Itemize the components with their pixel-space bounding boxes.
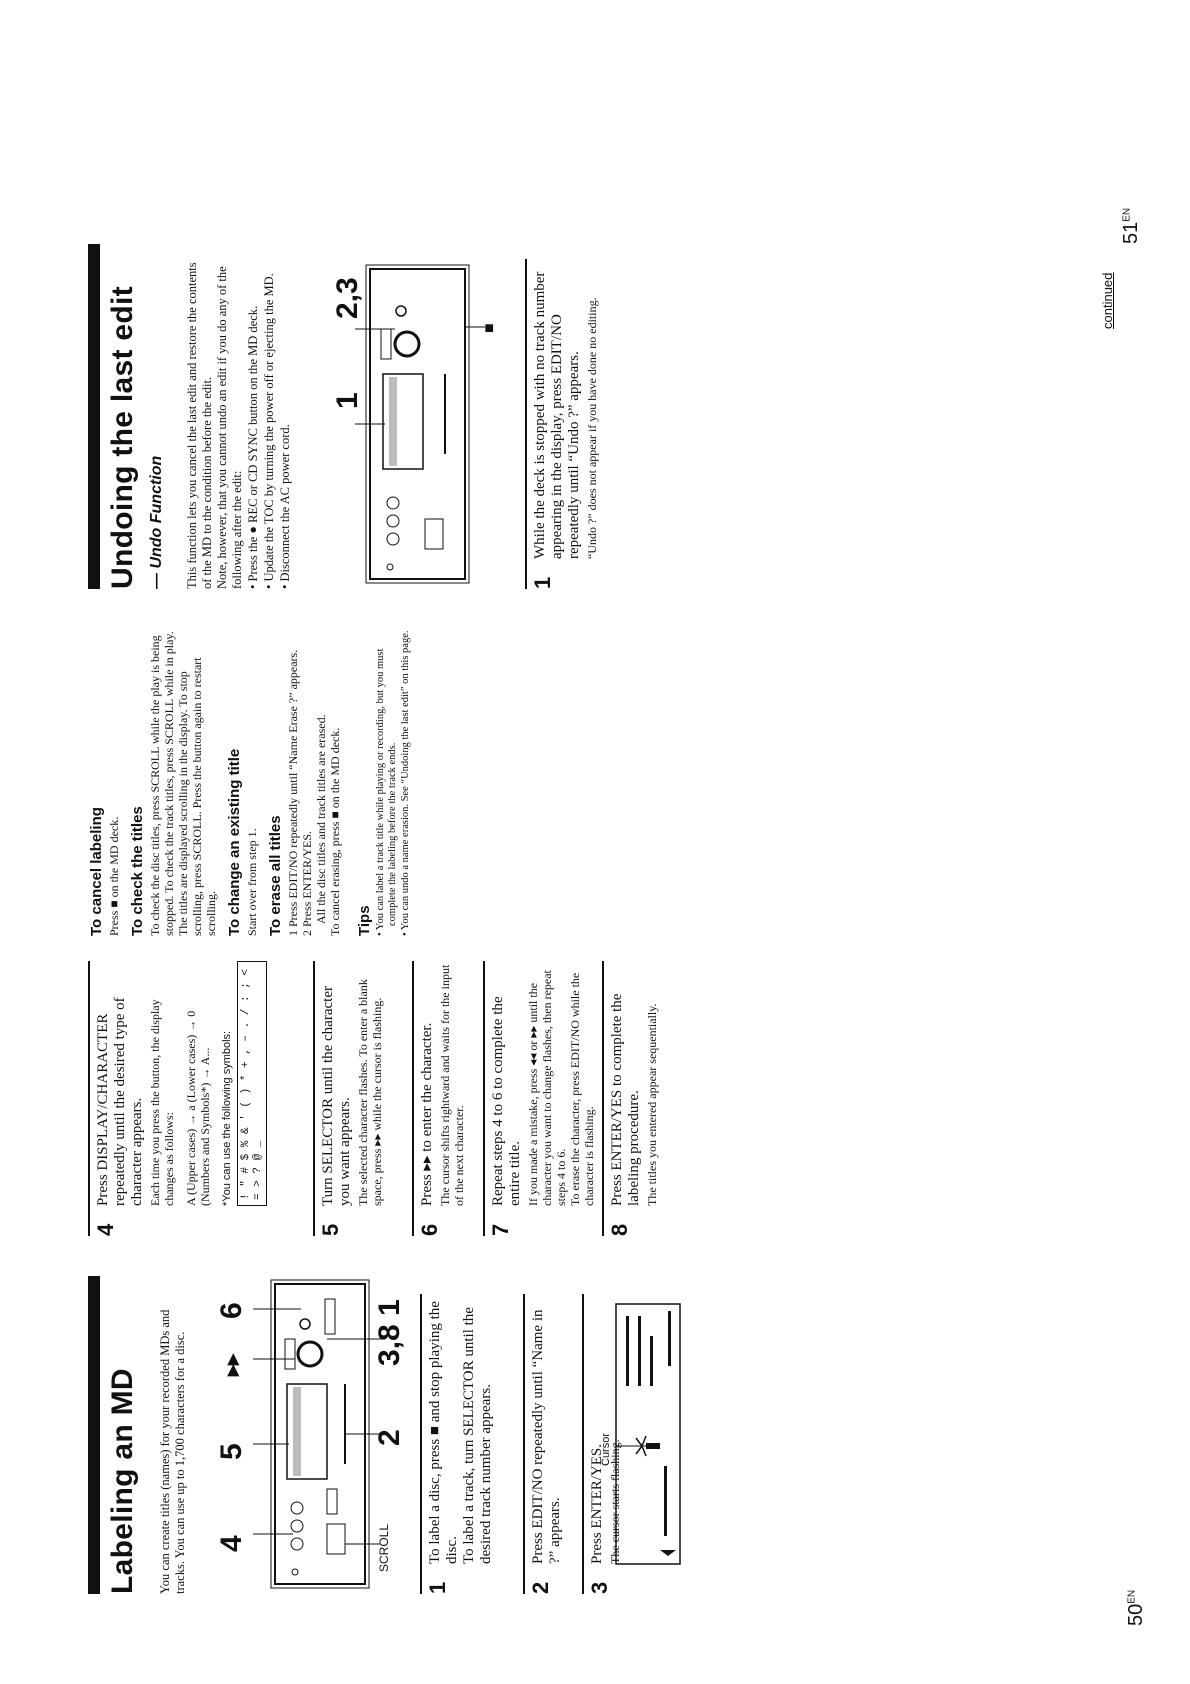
step-note: The cursor shifts rightward and waits for the input of the next character.	[438, 964, 466, 1206]
middle-steps	[88, 961, 689, 1236]
left-page-title: Labeling an MD	[106, 1368, 139, 1594]
page-number-suffix: EN	[1126, 1589, 1138, 1604]
step-text: Press ENTER/YES.	[589, 1444, 605, 1564]
right-subtitle: — Undo Function	[148, 455, 165, 589]
step-text: Turn SELECTOR until the character you want appears.	[320, 986, 353, 1206]
erase-heading: To erase all titles	[267, 815, 284, 936]
cancel-heading: To cancel labeling	[88, 807, 105, 936]
step-number: 7	[488, 1223, 513, 1236]
tip-text: You can undo a name erasion. See “Undoing the last edit” on this page.	[400, 630, 411, 931]
step-note: The titles you entered appear sequentially.	[645, 1003, 659, 1206]
step-6	[412, 961, 483, 1236]
step-4	[88, 961, 313, 1236]
right-intro-text: This function lets you cancel the last edit and restore the contents of the MD to the condition before the edit. Note, however, that you cannot undo an edit if you do any of the following after the edit:	[185, 262, 244, 589]
step-note: Each time you press the button, the display changes as follows:	[148, 999, 176, 1206]
check-text: To check the disc titles, press SCROLL while the play is being stopped. To check the track titles, press SCROLL while in play. The titles are displayed scrolling in the display. To stop scrolling, press SCROLL. Press the button again to restart scrolling.	[148, 631, 218, 936]
callout-2-3: 2,3	[331, 277, 364, 319]
char-sequence: A (Upper cases) → a (Lower cases) → 0 (Numbers and Symbols*) → A...	[184, 1010, 212, 1206]
step-2	[523, 1294, 582, 1594]
deck-diagram-left	[215, 1264, 410, 1594]
change-text: Start over from step 1.	[245, 828, 259, 936]
step-text: Press EDIT/NO repeatedly until “Name in ?” appears.	[530, 1309, 563, 1564]
tips-heading: Tips	[356, 905, 373, 936]
erase-result: All the disc titles and track titles are erased.	[314, 714, 328, 924]
step-text: While the deck is stopped with no track number appearing in the display, press EDIT/NO repeatedly until “Undo ?” appears.	[532, 271, 582, 559]
callout-1: 1	[331, 392, 364, 409]
erase-cancel: To cancel erasing, press ■ on the MD deck.	[328, 727, 342, 936]
deck-diagram-right	[331, 239, 505, 589]
stop-icon: ■	[481, 323, 498, 333]
page-number-value: 51	[1120, 221, 1142, 244]
tip-2: • You can undo a name erasion. See “Undoing the last edit” on this page.	[400, 630, 411, 936]
step-number: 1	[425, 1581, 450, 1594]
step-number: 5	[318, 1223, 343, 1236]
undo-step-1	[525, 259, 599, 589]
step-number: 4	[93, 1223, 118, 1236]
tip-1: • You can label a track title while playing or recording, but you must complete the labeling before the track ends.	[375, 648, 398, 936]
step-note: “Undo ?” does not appear if you have done no editing.	[585, 297, 599, 559]
undo-bullet-2: • Update the TOC by turning the power off or ejecting the MD.	[262, 273, 276, 589]
step-text: Press DISPLAY/CHARACTER repeatedly until the desired type of character appears.	[95, 997, 145, 1206]
step-7	[483, 961, 602, 1236]
undo-bullet-3: • Disconnect the AC power cord.	[278, 424, 292, 589]
cancel-text: Press ■ on the MD deck.	[107, 816, 121, 936]
check-heading: To check the titles	[129, 806, 146, 936]
right-title-rule	[88, 244, 100, 589]
tip-text: You can label a track title while playing or recording, but you must complete the labeling before the track ends.	[375, 648, 398, 931]
step-text: Repeat steps 4 to 6 to complete the entire title.	[490, 996, 523, 1206]
left-intro: You can create titles (names) for your recorded MDs and tracks. You can use up to 1,700 characters for a disc.	[158, 1309, 187, 1594]
step-number: 6	[417, 1223, 442, 1236]
left-page-number	[1125, 1590, 1148, 1626]
callout-2: 2	[373, 1429, 406, 1446]
step-note: The cursor starts flashing.	[608, 1439, 622, 1564]
lcd-display	[614, 1296, 684, 1566]
step-1	[420, 1294, 523, 1594]
left-title-rule	[88, 1276, 100, 1594]
step-number: 8	[607, 1223, 632, 1236]
middle-notes	[80, 626, 413, 936]
step-8	[602, 961, 689, 1236]
step-number: 3	[587, 1581, 612, 1594]
callout-ff: ▸▸	[219, 1353, 244, 1376]
right-steps	[525, 259, 599, 589]
callout-3-8-1: 3,8 1	[373, 1299, 406, 1366]
step-text: Press ▸▸ to enter the character.	[419, 1022, 435, 1206]
bullet-text: Press the ● REC or CD SYNC button on the MD deck.	[246, 305, 260, 582]
continued-label: continued	[1100, 272, 1115, 329]
erase-step-2: 2 Press ENTER/YES.	[300, 831, 314, 936]
step-text: To label a disc, press ■ and stop playing the disc. To label a track, turn SELECTOR until the desired track number appears.	[427, 1301, 494, 1564]
step-note: If you made a mistake, press ◂◂ or ▸▸ until the character you want to change flashes, then repeat steps 4 to 6. To erase the character, press EDIT/NO while the character is flashing.	[526, 970, 596, 1206]
step-number: 1	[530, 576, 555, 589]
page-number-value: 50	[1125, 1603, 1147, 1626]
scroll-label: SCROLL	[377, 1523, 391, 1572]
step-number: 2	[528, 1581, 553, 1594]
undo-bullet-1: • Press the ● REC or CD SYNC button on the MD deck.	[246, 305, 260, 589]
step-5	[313, 961, 412, 1236]
bullet-text: Disconnect the AC power cord.	[278, 424, 292, 582]
bullet-text: Update the TOC by turning the power off or ejecting the MD.	[262, 273, 276, 582]
symbols-box: ! " # $ % & ' ( ) * + , – . / : ; < = > ? @ _	[237, 961, 267, 1206]
display-illustration	[600, 1296, 690, 1566]
callout-6: 6	[215, 1302, 248, 1319]
change-heading: To change an existing title	[226, 748, 243, 936]
right-page-number	[1120, 208, 1143, 244]
right-intro	[185, 249, 294, 589]
symbols-label: *You can use the following symbols:	[221, 1030, 233, 1206]
page-number-suffix: EN	[1121, 207, 1133, 222]
step-note: The selected character flashes. To enter a blank space, press ▸▸ while the cursor is flashing.	[356, 979, 384, 1206]
cursor-label: Cursor	[600, 1432, 612, 1466]
erase-step-1: 1 Press EDIT/NO repeatedly until “Name Erase ?” appears.	[286, 649, 300, 936]
callout-4: 4	[215, 1535, 248, 1552]
step-text: Press ENTER/YES to complete the labeling procedure.	[609, 993, 642, 1206]
callout-5: 5	[215, 1443, 248, 1460]
right-page-title: Undoing the last edit	[106, 286, 139, 589]
